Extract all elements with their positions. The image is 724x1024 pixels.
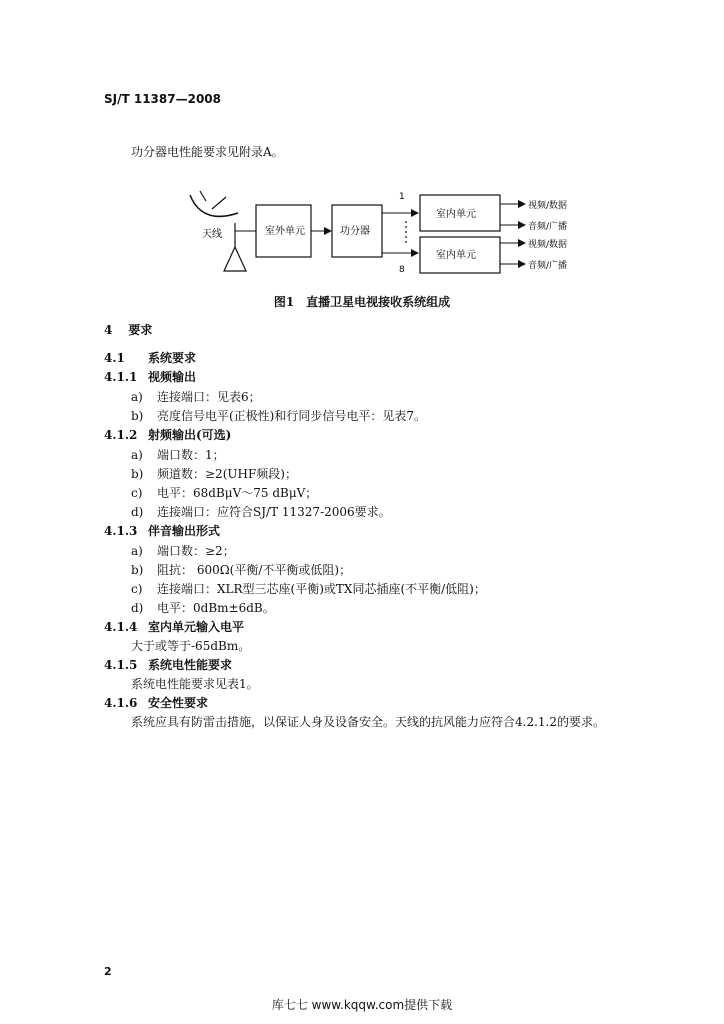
port-first-label: 1	[399, 192, 405, 202]
clause-title: 系统电性能要求	[148, 658, 233, 672]
clause-title: 视频输出	[148, 370, 197, 384]
section-title: 要求	[128, 323, 153, 337]
output-label-1: 视频/数据	[528, 201, 568, 211]
list-item	[131, 580, 486, 597]
clause-heading	[104, 368, 196, 385]
output-label-2: 音频/广播	[528, 222, 568, 232]
outdoor-unit-label: 室外单元	[265, 226, 305, 237]
clause-number: 4.1.4	[104, 620, 138, 634]
list-item	[131, 388, 261, 405]
section-heading	[104, 321, 152, 338]
clause-heading	[104, 694, 208, 711]
intro-text: 功分器电性能要求见附录A。	[131, 145, 284, 159]
list-text: 频道数：≥2(UHF频段)；	[157, 467, 297, 481]
splitter-label: 功分器	[340, 226, 370, 237]
indoor-unit-label-bottom: 室内单元	[436, 250, 476, 261]
list-label: b)	[131, 563, 144, 577]
clause-heading	[104, 426, 231, 443]
list-label: a)	[131, 390, 143, 404]
list-item	[131, 407, 426, 424]
clause-text: 系统电性能要求见表1。	[131, 677, 259, 691]
clause-text: 系统应具有防雷击措施，以保证人身及设备安全。天线的抗风能力应符合4.2.1.2的要求。	[131, 715, 605, 729]
list-label: b)	[131, 409, 144, 423]
section-number: 4	[104, 323, 113, 337]
list-text: 阻抗： 600Ω(平衡/不平衡或低阻)；	[157, 563, 352, 577]
clause-number: 4.1.6	[104, 696, 138, 710]
clause-number: 4.1.1	[104, 370, 138, 384]
list-item	[131, 561, 351, 578]
output-label-3: 视频/数据	[528, 240, 568, 250]
clause-text: 大于或等于-65dBm。	[131, 639, 251, 653]
list-text: 端口数：1；	[157, 448, 225, 462]
list-text: 连接端口：XLR型三芯座(平衡)或TX同芯插座(不平衡/低阻)；	[157, 582, 486, 596]
list-text: 电平：68dBμV～75 dBμV；	[157, 486, 318, 500]
port-last-label: 8	[399, 265, 405, 275]
list-item	[131, 484, 317, 501]
list-label: c)	[131, 582, 143, 596]
list-label: b)	[131, 467, 144, 481]
list-label: a)	[131, 448, 143, 462]
list-text: 端口数：≥2；	[157, 544, 235, 558]
clause-number: 4.1.3	[104, 524, 138, 538]
subsection-number: 4.1	[104, 351, 125, 365]
list-item	[131, 599, 275, 616]
clause-number: 4.1.5	[104, 658, 138, 672]
subsection-title: 系统要求	[148, 351, 197, 365]
antenna-label: 天线	[202, 229, 222, 240]
list-label: d)	[131, 601, 144, 615]
list-label: d)	[131, 505, 144, 519]
list-item	[131, 542, 235, 559]
list-item	[131, 465, 297, 482]
list-text: 连接端口：应符合SJ/T 11327-2006要求。	[157, 505, 391, 519]
list-text: 电平：0dBm±6dB。	[157, 601, 275, 615]
list-text: 亮度信号电平(正极性)和行同步信号电平：见表7。	[157, 409, 426, 423]
clause-title: 室内单元输入电平	[148, 620, 245, 634]
list-text: 连接端口：见表6；	[157, 390, 261, 404]
footer-text: 库七七 www.kqqw.com提供下载	[271, 998, 453, 1012]
list-label: a)	[131, 544, 143, 558]
clause-title: 伴音输出形式	[148, 524, 221, 538]
list-item	[131, 503, 391, 520]
page-number: 2	[104, 965, 112, 978]
clause-heading	[104, 522, 220, 539]
clause-number: 4.1.2	[104, 428, 138, 442]
indoor-unit-label-top: 室内单元	[436, 209, 476, 220]
document-id: SJ/T 11387—2008	[104, 92, 221, 106]
clause-title: 射频输出(可选)	[148, 428, 232, 442]
clause-heading	[104, 618, 244, 635]
clause-title: 安全性要求	[148, 696, 209, 710]
list-label: c)	[131, 486, 143, 500]
system-diagram	[180, 185, 600, 285]
subsection-heading	[104, 349, 196, 366]
figure-caption: 图1 直播卫星电视接收系统组成	[273, 295, 451, 309]
list-item	[131, 446, 225, 463]
output-label-4: 音频/广播	[528, 261, 568, 271]
clause-heading	[104, 656, 232, 673]
